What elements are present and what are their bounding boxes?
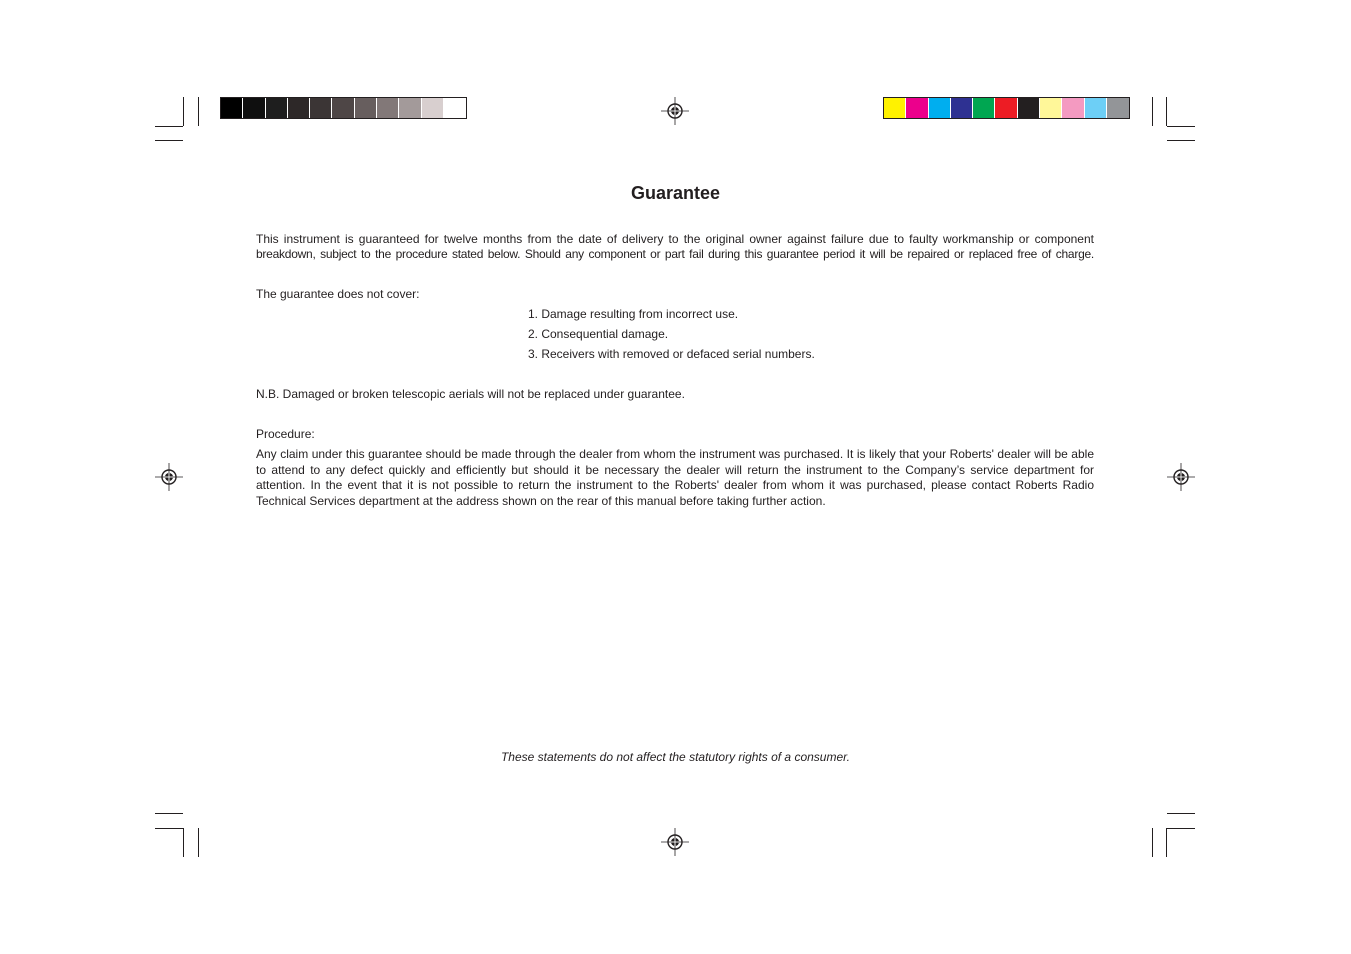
color-swatch-8 (1040, 98, 1062, 118)
gray-swatch-1 (221, 98, 243, 118)
color-swatch-4 (951, 98, 973, 118)
procedure-text: Any claim under this guarantee should be made through the dealer from whom the instrument was purchased. It is likely that your Roberts' dealer will be able to attend to any defect quickly and efficiently but should it be necessary the dealer will return the instrument to the Company’s service department for attention. In the event that it is not possible to return the instrument to the Roberts' dealer from whom it was purchased, please contact Roberts Radio Technical Services department at the address shown on the rear of this manual before taking further action. (256, 447, 1094, 508)
color-swatch-11 (1107, 98, 1129, 118)
crop-mark-bottom-right-v1 (1152, 828, 1153, 857)
crop-mark-bottom-left-v2 (198, 828, 199, 857)
intro-line-2: breakdown, subject to the procedure stated below. Should any component or part fail during this guarantee period it will be repaired or replaced free of charge. (256, 247, 1094, 261)
exclusion-item-3: 3. Receivers with removed or defaced serial numbers. (528, 347, 815, 361)
gray-swatch-6 (332, 98, 354, 118)
page-title: Guarantee (630, 183, 721, 203)
not-cover-heading: The guarantee does not cover: (256, 287, 420, 301)
exclusion-item-1: 1. Damage resulting from incorrect use. (528, 307, 739, 321)
color-swatch-3 (929, 98, 951, 118)
gray-swatch-5 (310, 98, 332, 118)
crop-mark-top-right-h1 (1167, 126, 1195, 127)
color-swatch-10 (1085, 98, 1107, 118)
procedure-heading: Procedure: (256, 427, 315, 441)
crop-mark-top-right-v1 (1152, 97, 1153, 126)
aerial-note: N.B. Damaged or broken telescopic aerials will not be replaced under guarantee. (256, 387, 685, 401)
crop-mark-bottom-right-h1 (1167, 813, 1195, 814)
color-swatch-5 (973, 98, 995, 118)
crop-mark-top-left-h1 (155, 126, 183, 127)
crop-mark-bottom-right-h2 (1167, 828, 1195, 829)
color-swatch-6 (995, 98, 1017, 118)
crop-mark-bottom-left-h2 (155, 828, 183, 829)
registration-mark-left (155, 463, 183, 491)
gray-swatch-9 (399, 98, 421, 118)
registration-mark-top (661, 97, 689, 125)
crop-mark-bottom-left-h1 (155, 813, 183, 814)
crop-mark-top-left-v2 (198, 97, 199, 126)
crop-mark-top-left-v1 (183, 97, 184, 126)
color-swatch-7 (1018, 98, 1040, 118)
gray-swatch-3 (266, 98, 288, 118)
gray-swatch-4 (288, 98, 310, 118)
crop-mark-bottom-left-v1 (183, 828, 184, 857)
crop-mark-top-left-h2 (155, 140, 183, 141)
color-swatch-1 (884, 98, 906, 118)
gray-swatch-7 (355, 98, 377, 118)
statutory-rights-footer: These statements do not affect the statutory rights of a consumer. (500, 750, 851, 764)
grayscale-color-bar (220, 97, 467, 119)
intro-line-1: This instrument is guaranteed for twelve months from the date of delivery to the original owner against failure due to faulty workmanship or component (256, 232, 1094, 246)
process-color-bar (883, 97, 1130, 119)
crop-mark-top-right-h2 (1167, 140, 1195, 141)
gray-swatch-11 (444, 98, 466, 118)
gray-swatch-10 (422, 98, 444, 118)
registration-mark-bottom (661, 828, 689, 856)
registration-mark-right (1167, 463, 1195, 491)
color-swatch-2 (906, 98, 928, 118)
gray-swatch-2 (243, 98, 265, 118)
gray-swatch-8 (377, 98, 399, 118)
color-swatch-9 (1062, 98, 1084, 118)
exclusion-item-2: 2. Consequential damage. (528, 327, 669, 341)
crop-mark-top-right-v2 (1166, 97, 1167, 126)
crop-mark-bottom-right-v2 (1166, 828, 1167, 857)
